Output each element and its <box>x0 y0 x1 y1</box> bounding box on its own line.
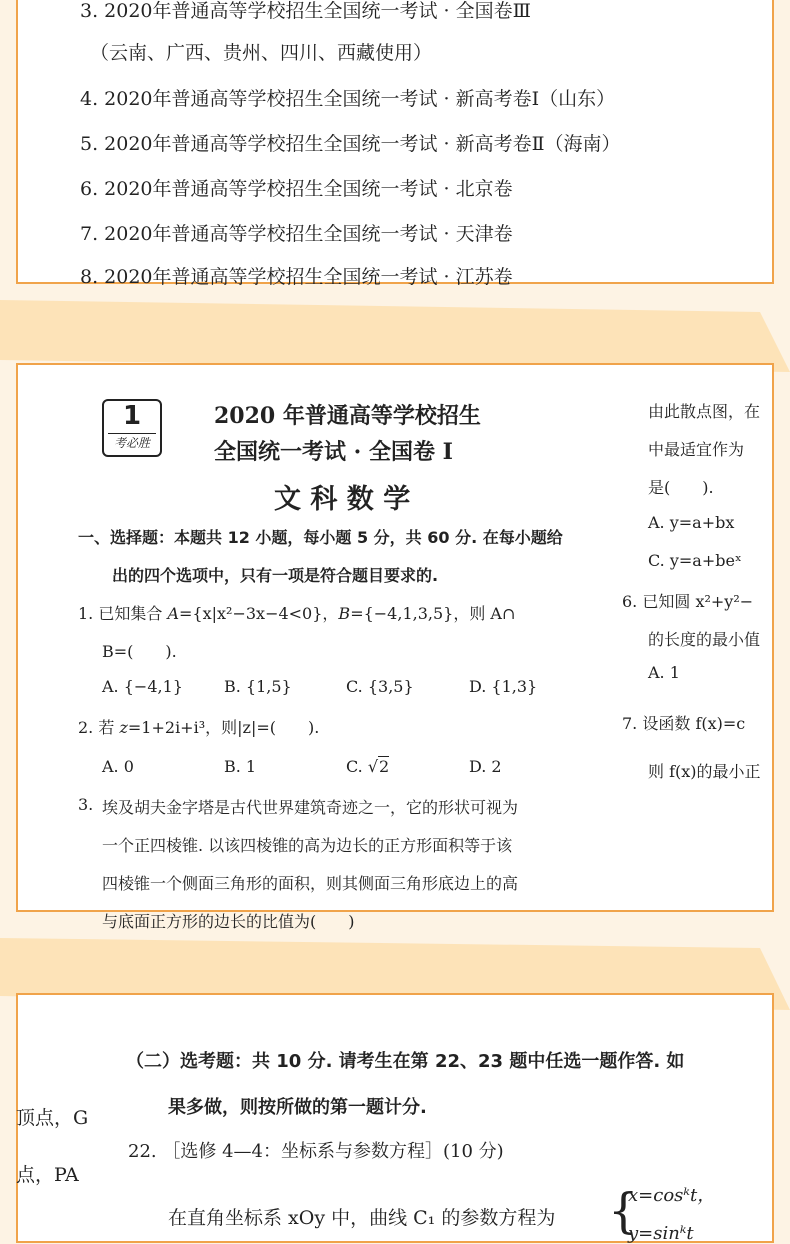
catalog-line-4: 4. 2020年普通高等学校招生全国统一考试 · 新高考卷Ⅰ（山东） <box>80 88 616 110</box>
badge-label: 考必胜 <box>108 433 156 451</box>
question-2-number: 2. <box>78 718 94 737</box>
question-1 <box>78 601 515 624</box>
question-1-text-c: ={−4,1,3,5}，则 A∩ <box>350 604 516 623</box>
question-2-option-c-label: C. <box>346 757 368 776</box>
catalog-panel <box>16 0 774 288</box>
parametric-eq-2: y=sinᵏt <box>628 1223 694 1244</box>
catalog-line-7: 7. 2020年普通高等学校招生全国统一考试 · 天津卷 <box>80 223 513 245</box>
parametric-brace: { <box>608 1183 639 1239</box>
exam-title-line-1: 2020 年普通高等学校招生 <box>214 403 481 429</box>
question-22-title: 22. ［选修 4—4：坐标系与参数方程］(10 分) <box>128 1141 504 1162</box>
question-3-number: 3. <box>78 795 94 814</box>
optional-section-line-2: 果多做，则按所做的第一题计分. <box>168 1097 427 1118</box>
right-col-line-3: 是( ). <box>648 478 714 497</box>
catalog-line-3-note: （云南、广西、贵州、四川、西藏使用） <box>90 42 433 64</box>
section-heading-line-2: 出的四个选项中，只有一项是符合题目要求的. <box>112 566 439 585</box>
question-2-option-a: A. 0 <box>102 757 134 776</box>
left-fragment-1: 顶点，G <box>16 1107 89 1129</box>
exam-page-panel <box>16 363 774 931</box>
question-1-option-c: C. {3,5} <box>346 677 414 696</box>
question-3-line-2: 一个正四棱锥. 以该四棱锥的高为边长的正方形面积等于该 <box>102 836 513 855</box>
right-col-line-8: A. 1 <box>648 663 680 682</box>
catalog-line-5: 5. 2020年普通高等学校招生全国统一考试 · 新高考卷Ⅱ（海南） <box>80 133 621 155</box>
exam-subject: 文 科 数 学 <box>274 484 411 515</box>
question-1-text-a: 已知集合 <box>98 604 168 623</box>
exam-badge <box>102 399 162 457</box>
question-1-option-b: B. {1,5} <box>224 677 292 696</box>
question-2 <box>78 715 319 738</box>
right-col-line-10: 则 f(x)的最小正 <box>648 762 761 781</box>
right-col-line-7: 的长度的最小值 <box>648 630 761 649</box>
question-3-line-4: 与底面正方形的边长的比值为( ) <box>102 912 355 931</box>
sqrt-icon: √ <box>367 757 379 776</box>
right-col-line-6: 6. 已知圆 x²+y²− <box>622 592 754 611</box>
exam-title-line-2: 全国统一考试 · 全国卷 Ⅰ <box>214 439 453 465</box>
question-22-body: 在直角坐标系 xOy 中，曲线 C₁ 的参数方程为 <box>168 1207 556 1229</box>
question-2-option-b: B. 1 <box>224 757 257 776</box>
question-1-option-d: D. {1,3} <box>469 677 538 696</box>
question-2-option-d: D. 2 <box>469 757 502 776</box>
badge-number: 1 <box>122 401 142 431</box>
question-1-set-b: B <box>338 604 351 623</box>
question-1-set-a: A <box>167 604 180 623</box>
ribbon-shape-1 <box>0 300 790 372</box>
question-1-line-2: B=( ). <box>102 642 177 661</box>
optional-section-line-1: （二）选考题：共 10 分. 请考生在第 22、23 题中任选一题作答. 如 <box>126 1051 685 1072</box>
right-col-line-9: 7. 设函数 f(x)=c <box>622 714 746 733</box>
question-2-option-c-radicand: 2 <box>379 757 390 776</box>
right-col-line-1: 由此散点图，在 <box>648 402 761 421</box>
left-fragment-2: 点，PA <box>16 1164 79 1186</box>
right-col-line-2: 中最适宜作为 <box>648 440 745 459</box>
question-1-option-a: A. {−4,1} <box>102 677 183 696</box>
catalog-line-8: 8. 2020年普通高等学校招生全国统一考试 · 江苏卷 <box>80 266 513 288</box>
question-3-line-3: 四棱锥一个侧面三角形的面积，则其侧面三角形底边上的高 <box>102 874 519 893</box>
parametric-eq-1: x=cosᵏt， <box>628 1185 716 1206</box>
question-2-text-b: =1+2i+i³，则|z|=( ). <box>127 718 320 737</box>
catalog-line-6: 6. 2020年普通高等学校招生全国统一考试 · 北京卷 <box>80 178 513 200</box>
catalog-line-3: 3. 2020年普通高等学校招生全国统一考试 · 全国卷Ⅲ <box>80 0 531 22</box>
question-1-number: 1. <box>78 604 94 623</box>
question-3-line-1: 埃及胡夫金字塔是古代世界建筑奇迹之一，它的形状可视为 <box>102 798 519 817</box>
right-col-line-5: C. y=a+beˣ <box>648 551 742 570</box>
right-col-line-4: A. y=a+bx <box>648 513 735 532</box>
question-2-var: z <box>119 718 128 737</box>
question-1-text-b: ={x|x²−3x−4<0}， <box>179 604 339 623</box>
question-2-option-c <box>346 757 389 776</box>
section-heading-line-1: 一、选择题：本题共 12 小题，每小题 5 分，共 60 分. 在每小题给 <box>78 528 563 547</box>
question-2-text-a: 若 <box>98 718 120 737</box>
exam-page-panel-2 <box>16 993 774 1243</box>
